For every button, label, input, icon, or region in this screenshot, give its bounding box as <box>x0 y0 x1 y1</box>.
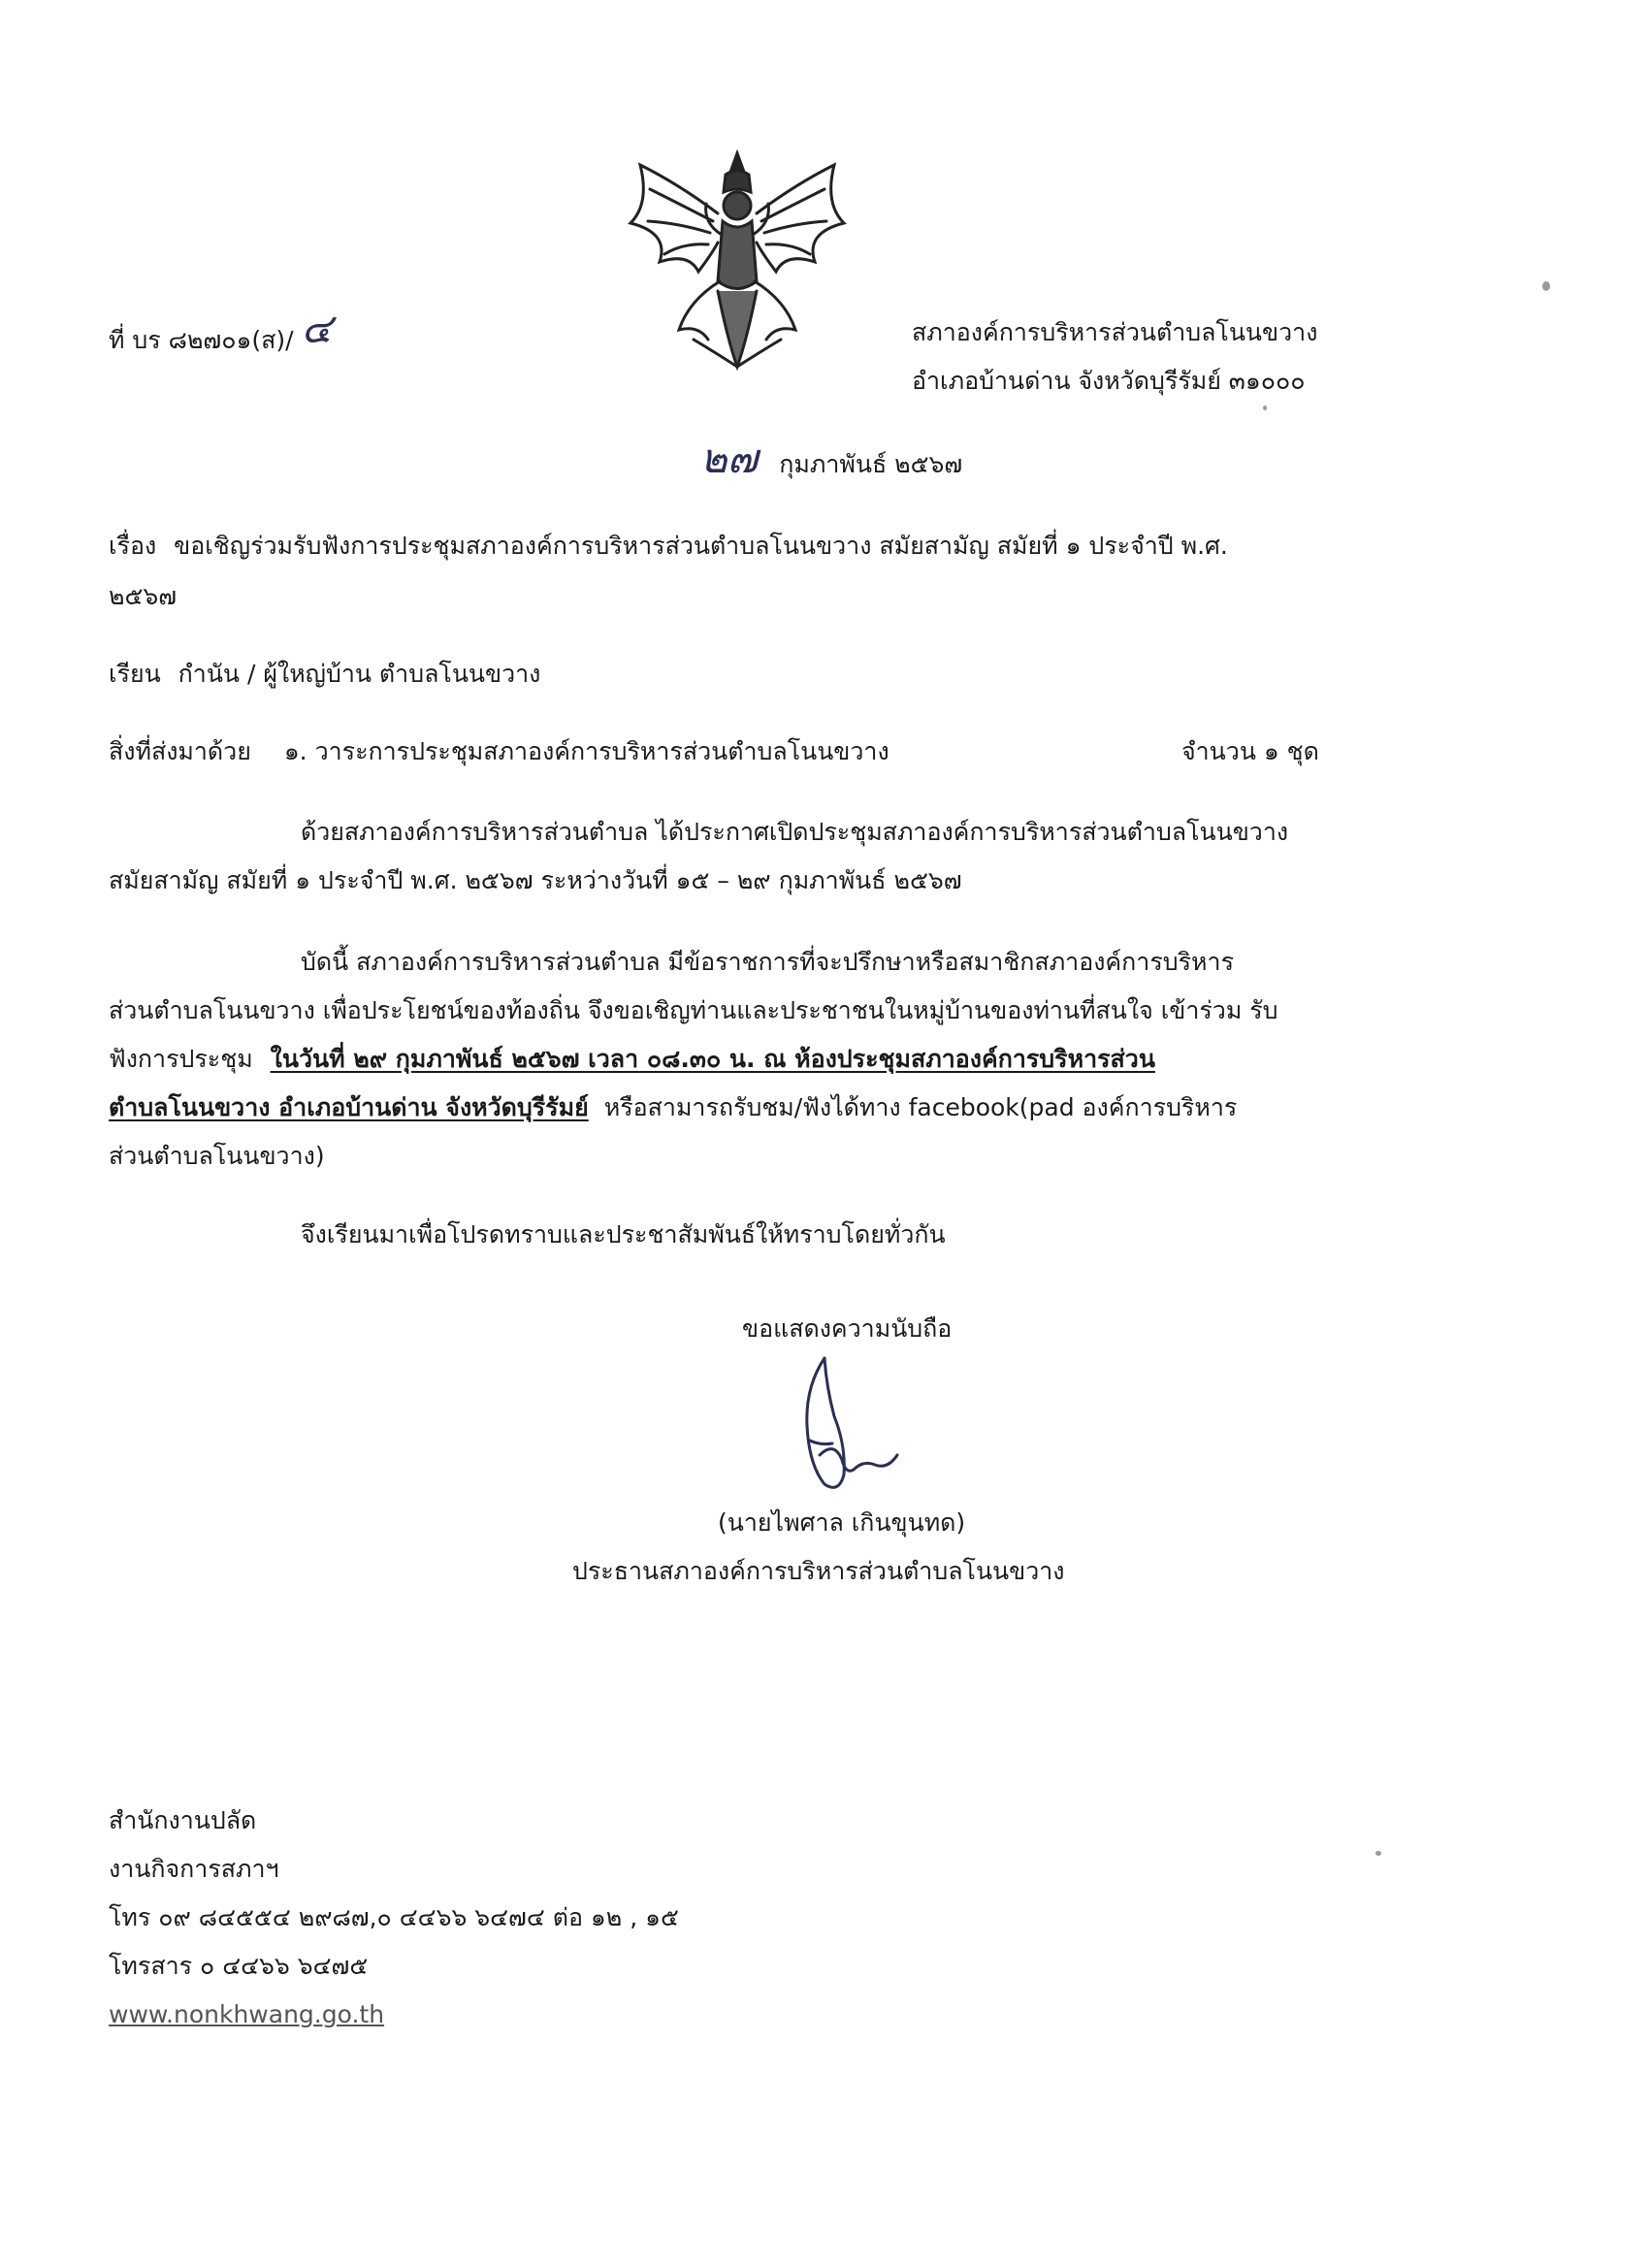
enclosure-quantity: จำนวน ๑ ชุด <box>1181 737 1319 765</box>
footer-phone: โทร ๐๙ ๘๔๕๕๔ ๒๙๘๗,๐ ๔๔๖๖ ๖๔๗๔ ต่อ ๑๒ , ๑๕ <box>109 1903 679 1931</box>
date-day-handwritten: ๒๗ <box>700 435 759 482</box>
subject-text: ขอเชิญร่วมรับฟังการประชุมสภาองค์การบริหารส่วนตำบลโนนขวาง สมัยสามัญ สมัยที่ ๑ ประจำปี พ.ศ. <box>174 532 1228 560</box>
para2-line2: ส่วนตำบลโนนขวาง เพื่อประโยชน์ของท้องถิ่น จึงขอเชิญท่านและประชาชนในหมู่บ้านของท่านที่สนใจ เข้าร่วม รับ <box>109 996 1278 1024</box>
para1-line1: ด้วยสภาองค์การบริหารส่วนตำบล ได้ประกาศเปิดประชุมสภาองค์การบริหารส่วนตำบลโนนขวาง <box>301 818 1289 846</box>
recipient-line <box>109 660 540 689</box>
footer-fax: โทรสาร ๐ ๔๔๖๖ ๖๔๗๕ <box>109 1952 369 1980</box>
scan-speck <box>1375 1851 1381 1856</box>
scan-speck <box>1263 405 1267 410</box>
meeting-venue-location: ตำบลโนนขวาง อำเภอบ้านด่าน จังหวัดบุรีรัมย์ <box>109 1093 589 1121</box>
para1-line2: สมัยสามัญ สมัยที่ ๑ ประจำปี พ.ศ. ๒๕๖๗ ระหว่างวันที่ ๑๕ – ๒๙ กุมภาพันธ์ ๒๕๖๗ <box>109 866 962 894</box>
footer-office: สำนักงานปลัด <box>109 1806 257 1834</box>
subject-line <box>109 532 1228 561</box>
subject-line-2: ๒๕๖๗ <box>109 582 178 610</box>
subject-label: เรื่อง <box>109 532 157 560</box>
signatory-position: ประธานสภาองค์การบริหารส่วนตำบลโนนขวาง <box>572 1557 1065 1585</box>
enclosure-label: สิ่งที่ส่งมาด้วย <box>109 737 251 765</box>
org-address: อำเภอบ้านด่าน จังหวัดบุรีรัมย์ ๓๑๐๐๐ <box>912 367 1306 395</box>
para2-line5: ส่วนตำบลโนนขวาง) <box>109 1142 325 1170</box>
org-name: สภาองค์การบริหารส่วนตำบลโนนขวาง <box>912 318 1318 346</box>
para2-line1: บัดนี้ สภาองค์การบริหารส่วนตำบล มีข้อราชการที่จะปรึกษาหรือสมาชิกสภาองค์การบริหาร <box>301 948 1234 976</box>
reference-prefix: ที่ บร ๘๒๗๐๑(ส)/ <box>109 326 294 354</box>
meeting-datetime-venue: ในวันที่ ๒๙ กุมภาพันธ์ ๒๕๖๗ เวลา ๐๘.๓๐ น. ณ ห้องประชุมสภาองค์การบริหารส่วน <box>270 1045 1155 1073</box>
document-date <box>700 435 963 482</box>
enclosure-line <box>109 737 889 766</box>
para2-line3-pre: ฟังการประชุม <box>109 1045 253 1073</box>
garuda-emblem-icon <box>621 146 854 373</box>
recipient-text: กำนัน / ผู้ใหญ่บ้าน ตำบลโนนขวาง <box>178 660 541 688</box>
reference-handwritten: ๔ <box>301 305 333 352</box>
recipient-label: เรียน <box>109 660 161 688</box>
para2-line4-post: หรือสามารถรับชม/ฟังได้ทาง facebook(pad องค์การบริหาร <box>603 1093 1238 1121</box>
enclosure-item: ๑. วาระการประชุมสภาองค์การบริหารส่วนตำบลโนนขวาง <box>283 737 889 765</box>
signature-icon <box>766 1348 922 1513</box>
date-month-year: กุมภาพันธ์ ๒๕๖๗ <box>779 450 963 478</box>
scan-speck <box>1542 281 1550 291</box>
footer-section: งานกิจการสภาฯ <box>109 1855 279 1883</box>
salutation: ขอแสดงความนับถือ <box>742 1314 953 1343</box>
signatory-name: (นายไพศาล เกินขุนทด) <box>718 1508 966 1537</box>
closing-paragraph: จึงเรียนมาเพื่อโปรดทราบและประชาสัมพันธ์ให้ทราบโดยทั่วกัน <box>301 1220 946 1248</box>
reference-number <box>109 305 333 355</box>
para2-line3 <box>109 1045 1155 1074</box>
footer-website-link[interactable]: www.nonkhwang.go.th <box>109 2000 385 2028</box>
para2-line4 <box>109 1093 1237 1122</box>
